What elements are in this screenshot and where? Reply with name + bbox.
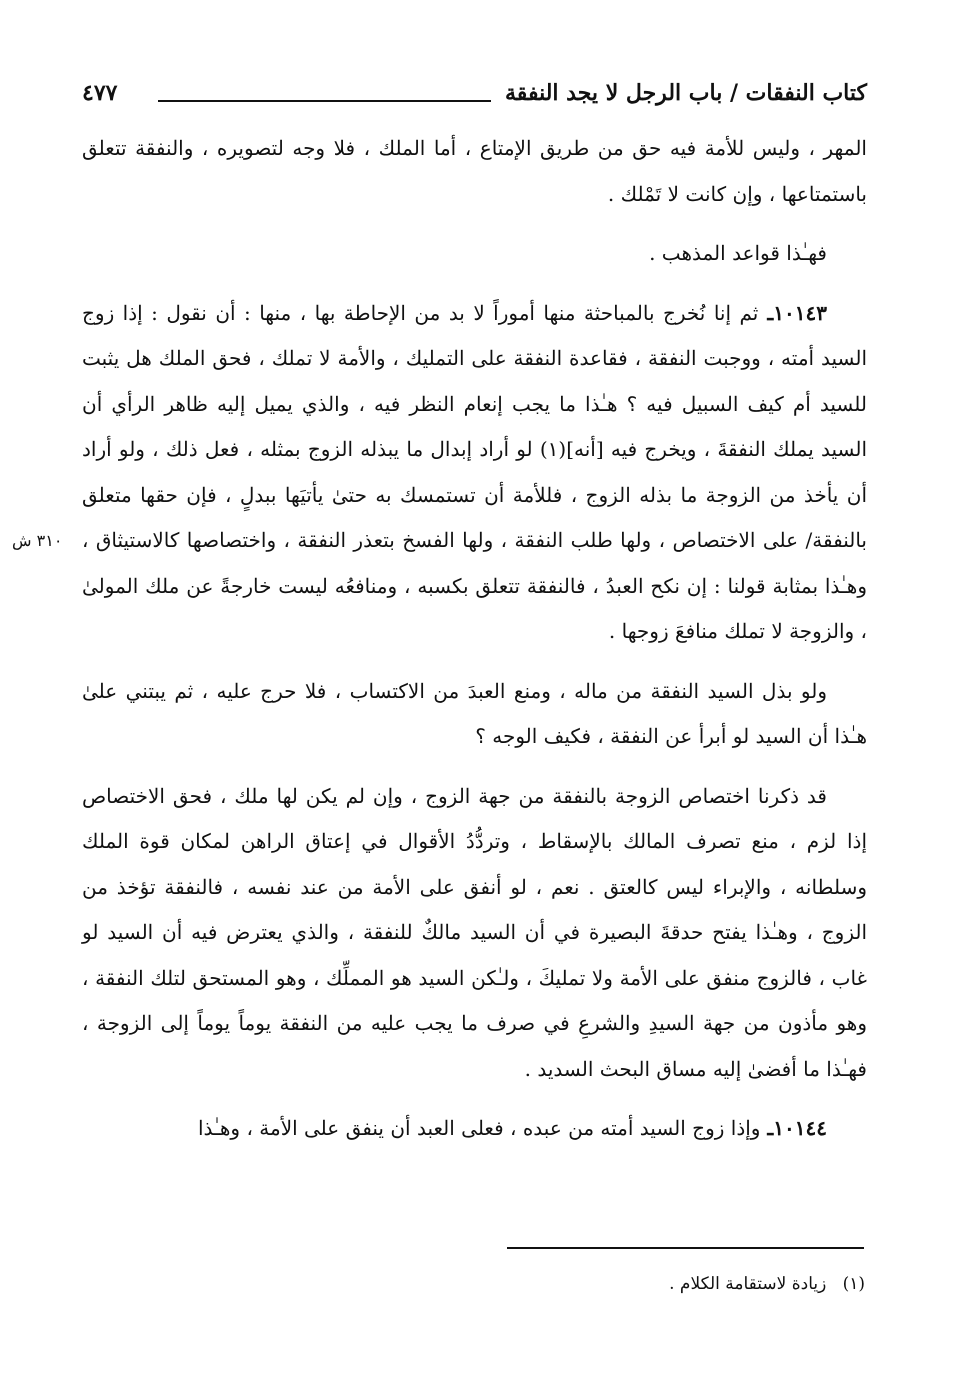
paragraph: المهر ، وليس للأمة فيه حق من طريق الإمتاع ، أما الملك ، فلا وجه لتصويره ، والنفقة تتعلق باستمتاعها ، وإن كانت لا تَمْلك . xyxy=(82,136,867,206)
paragraph: قد ذكرنا اختصاص الزوجة بالنفقة من جهة الزوج ، وإن لم يكن لها ملك ، فحق الاختصاص إذا لزم ، منع تصرف المالك بالإسقاط ، وتردُّدُ الأقوال في إعتاق الراهن لمكان قوة الملك وسلطانه ، والإبراء ليس كالعتق . نعم ، لو أنفق على الأمة من عند نفسه ، فالنفقة تؤخذ من الزوج ، وهـٰذا يفتح حدقةَ البصيرة في أن السيد مالكٌ للنفقة ، والذي يعترض فيه أن السيد لو غاب ، فالزوج منفق على الأمة ولا تمليكَ ، ولـٰكن السيد هو المملِّك ، وهو المستحق لتلك النفقة ، وهو مأذون من جهة السيدِ والشرعِ في صرف ما يجب عليه من النفقة يوماً يوماً إلى الزوجة ، فهـٰذا ما أفضىٰ إليه مساق البحث السديد . xyxy=(82,783,867,1081)
header-title: كتاب النفقات / باب الرجل لا يجد النفقة xyxy=(505,80,867,106)
paragraph-10143: ١٠١٤٣ـ ثم إنا نُخرج بالمباحثة منها أموراً لا بد من الإحاطة بها ، منها : أن نقول : إذا زوج السيد أمته ، ووجبت النفقة ، فقاعدة النفقة على التمليك ، والأمة لا تملك ، فحق الملك هل يثبت للسيد أم كيف السبيل فيه ؟ هـٰذا ما يجب إنعام النظر فيه ، والذي يميل إليه ظاهر الرأي أن السيد يملك النفقةَ ، ويخرج فيه [أنه](١) لو أراد إبدال ما يبذله الزوج بمثله ، فعل ذلك ، ولو أراد أن يأخذ من الزوجة ما بذله الزوج ، فللأمة أن تستمسك به حتىٰ يأتيَها ببدلٍ ، فإن حقها متعلق بالنفقة/ على الاختصاص ، ولها طلب النفقة ، ولها الفسخ بتعذر النفقة ، واختصاصها كالاستيثاق ، وهـٰذا بمثابة قولنا : إن نكح العبدُ ، فالنفقة تتعلق بكسبه ، ومنافعُه ليست خارجةً عن ملك المولىٰ ، والزوجة لا تملك منافعَ زوجها . xyxy=(82,300,868,643)
footnote-marker: (١) xyxy=(842,1274,865,1294)
paragraph-number: ١٠١٤٤ـ xyxy=(760,1116,827,1140)
footnote-text: زيادة لاستقامة الكلام . xyxy=(669,1274,827,1294)
paragraph-10144: ١٠١٤٤ـ وإذا زوج السيد أمته من عبده ، فعلى العبد أن ينفق على الأمة ، وهـٰذا xyxy=(197,1116,827,1140)
footnote xyxy=(669,1274,865,1294)
main-text xyxy=(82,126,867,1152)
paragraph: ولو بذل السيد النفقة من ماله ، ومنع العبدَ من الاكتساب ، فلا حرج عليه ، ثم يبتني علىٰ هـٰذا أن السيد لو أبرأ عن النفقة ، فكيف الوجه ؟ xyxy=(82,678,867,748)
footnote-rule xyxy=(507,1247,864,1249)
running-header xyxy=(82,78,867,118)
page-number: ٤٧٧ xyxy=(82,80,118,106)
paragraph-number: ١٠١٤٣ـ xyxy=(758,300,828,325)
header-rule xyxy=(158,100,491,102)
paragraph: فهـٰذا قواعد المذهب . xyxy=(649,241,827,265)
margin-manuscript-marker: ٣١٠ ش xyxy=(12,531,63,550)
